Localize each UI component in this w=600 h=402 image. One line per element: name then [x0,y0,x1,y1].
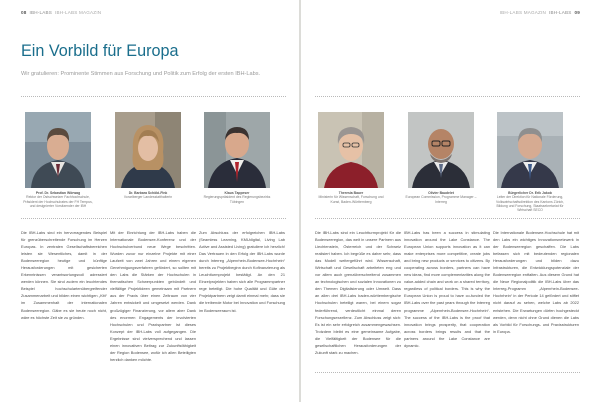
right-page-number: 09 [574,10,580,15]
left-page [0,0,299,402]
divider-mid-left [21,218,286,219]
article-title: Ein Vorbild für Europa [21,42,179,60]
person-3-role: Regierungspräsident des Regierungsbezirks Tübingen [203,195,271,204]
caption-3 [200,191,274,204]
portrait-1-image [25,112,91,188]
person-6-name: Bürgerlicher Dr. Erik Jakob [508,191,552,195]
right-header-section: IBH-LABS MAGAZIN [499,10,547,15]
right-running-header [500,10,580,15]
person-1-role: Rektor der Ostschweizer Fachhochschule, Präsident der Hochschulrates der FH Tempus, und designierter Vorsitzender der IBH [23,195,93,208]
right-header-label: IBH-LABS [548,10,572,15]
portrait-3-image [204,112,270,188]
person-2-role: Vorarlberger Landesstatthalterin [123,195,173,200]
text-column-2 [110,229,196,363]
left-running-header [21,10,101,15]
portrait-photo-6 [497,112,563,188]
portrait-2-image [115,112,181,188]
portrait-photo-1 [25,112,91,188]
divider-mid-right [315,218,580,219]
statement-4: Die IBH-Labs sind ein Leuchtturmprojekt für die Bodenseeregion, das weit in unsere Partnern aus Liechtenstein, Österreich und der Schweiz realisiert haben. Ich begrüße es daher sehr, dass das Modell weitergeführt wird. Wissenschaft, Wirtschaft und Gesellschaft arbeiteten eng und vor allem auch grenzüberschreitend zusammen an technologischen und sozialen Innovationen zu den Themen Digitalisierung oder Umwelt. Dass an allen drei IBH-Labs baden-württembergische Hochschulen beteiligt waren, bei einem sogar federführend, verdeutlicht einmal deren Forschungsexzellenz. Zum Abschluss zeigt sich: Es ist ein sehr erfolgreich zusammengewachsen. Trotzdem bleibt es eine gemeinsame Aufgabe, die Vielfältigkeit der Bodensee für die gesellschaftlichen Herausforderungen der Zukunft stark zu machen. [315,230,401,355]
portrait-photo-3 [204,112,270,188]
left-page-number: 08 [21,10,27,15]
person-3-name: Klaus Tappeser [224,191,250,195]
text-column-5 [404,229,490,349]
caption-4 [314,191,388,204]
caption-1 [21,191,95,208]
article-subtitle: Wir gratulieren: Prominente Stimmen aus Forschung und Politik zum Erfolg der ersten IBH-Labs. [21,71,261,77]
portrait-4-image [318,112,384,188]
portrait-photo-2 [115,112,181,188]
divider-top-right [315,96,580,97]
caption-5 [404,191,478,204]
person-4-role: Ministerin für Wissenschaft, Forschung und Kunst, Baden-Württemberg [318,195,384,204]
statement-6: Die Internationale Bodensee-Hochschule hat mit den Labs ein wichtiges Innovationsnetzwerk in der Bodenseeregion geschaffen. Die Labs befassen sich mit bedeutenden regionalen Herausforderungen und bilden dazu Infrastrukturen, die Entwicklungspotenziale der Bodenseeregion entfalten. Aus diesem Grund hat die Neue Regionalpolitik die IBH-Labs über das Interreg-Programm „Alpenrhein-Bodensee-Hochrhein“ in der Periode 14 gefördert und stiftet nicht darauf zu sehen, welche Labs ab 2022 entstehen. Die Erwartungen dürfen hochgesteckt werden, denn nicht ohne Grund dienen die Labs als Vorbild für Forschungs- und Praxisstrukturen in Europa. [493,230,579,334]
left-header-section: IBH-LABS [29,10,53,15]
portrait-photo-5 [408,112,474,188]
person-5-role: European Commission, Programme Manager – Interreg [405,195,477,204]
portrait-photo-4 [318,112,384,188]
right-page [301,0,600,402]
text-column-1 [21,229,107,321]
left-header-magazine: IBH-LABS MAGAZIN [54,10,102,15]
divider-bottom-right [315,372,580,373]
person-5-name: Olivier Baudelet [428,191,454,195]
caption-6 [493,191,567,212]
statement-5: IBH-Labs has been a success in stimulating innovation around the Lake Constance. The European Union supports innovation as it can make enterprises more competitive, create jobs and bring new products or services to citizens. By cooperating across borders, partners can have new ideas, find more complementarities along the value-added chain and work on a shared territory, regardless of political borders. This is why the European Union is proud to have co-funded the IBH-Labs over the past years through the Interreg programme „Alpenrhein-Bodensee-Hochrhein“. The success of the IBH-Labs is the proof that innovation brings prosperity, that cooperation across borders brings results and that the partners around the Lake Constance are dynamic. [404,230,490,348]
statement-2: Mit der Einrichtung der IBH-Labs haben die Internationale Bodensee-Konferenz und der Hochschulverbund neue Wege beschritten. Wurden zuvor nur einzelne Projekte mit einer Laufzeit von zwei Jahren und einem eigenen Genehmigungsverfahren gefördert, so sollten mit den Labs die Stärken der Hochschulen in thematischen Schwerpunkten gebündelt und vielfältige Projektideen gemeinsam mit Partnern aus der Praxis über einen Zeitraum von vier Jahren entwickelt und umgesetzt werden. Dank großzügiger Finanzierung, vor allem aber Dank des enormen Engagements der involvierten Hochschulen und Praxispartner ist dieses Konzept der IBH-Labs voll aufgegangen. Die Ergebnisse sind vielversprechend und lassen einen innovativen Beitrag zur Zukunftsfähigkeit der Region Bodensee, wofür ich allen Beteiligten herzlich danken möchte. [110,230,196,362]
caption-2 [111,191,185,200]
person-6-role: Leiter der Direktion für Nationale Förderung, Volkswirtschaftsdirektion des Kantons Zürich, Bildung und Forschung, Staatssekretariat für Wirtschaft SECO [495,195,565,213]
person-1-name: Prof. Dr. Sebastian Wörwag [35,191,81,195]
person-2-name: Dr. Barbara Schöbi-Fink [128,191,168,195]
text-column-6 [493,229,579,335]
text-column-3 [199,229,285,314]
divider-top-left [21,96,286,97]
portrait-5-image [408,112,474,188]
statement-3: Zum Abschluss der erfolgreichen IBH-Labs (Seamless Learning, KMUdigital, Living Lab Active and Assisted Living) gratuliere ich herzlich! Das Vertrauen in den Erfolg der IBH-Labs wurde durch Interreg „Alpenrhein-Bodensee-Hochrhein“ bereits zu Projektbeginn durch Kofinanzierung als Leuchtturmprojekt bestätigt. An den 21 Einzelprojekten haben sich alle Programmpartner rege beteiligt. Die hohe Qualität und Güte der Projektpartnern zeigt damit einmal mehr, dass sie die treibende Motor bei Innovation und Forschung im Bodenseeraum ist. [199,230,285,313]
text-column-4 [315,229,401,356]
portrait-6-image [497,112,563,188]
person-4-name: Theresia Bauer [338,191,364,195]
statement-1: Die IBH-Labs sind ein hervorragendes Beispiel für grenzüberschreitende Forschung im Herzen Europas. In zentralen Gesellschaftsbereichen leisten sie Wesentliches, damit in der Bodenseeregion heutige und künftige Herausforderungen mit gesicherten Erkenntnissen verantwortungsvoll adressiert werden können. Sie sind zudem ein leuchtendes Beispiel hochschulartenübergreifender Zusammenarbeit und bilden einen wichtigen „Kitt“ im Zusammenhalt der internationalen Bodenseeregion. Gäbe es sie heute noch nicht, wäre es höchste Zeit sie zu gründen. [21,230,107,320]
